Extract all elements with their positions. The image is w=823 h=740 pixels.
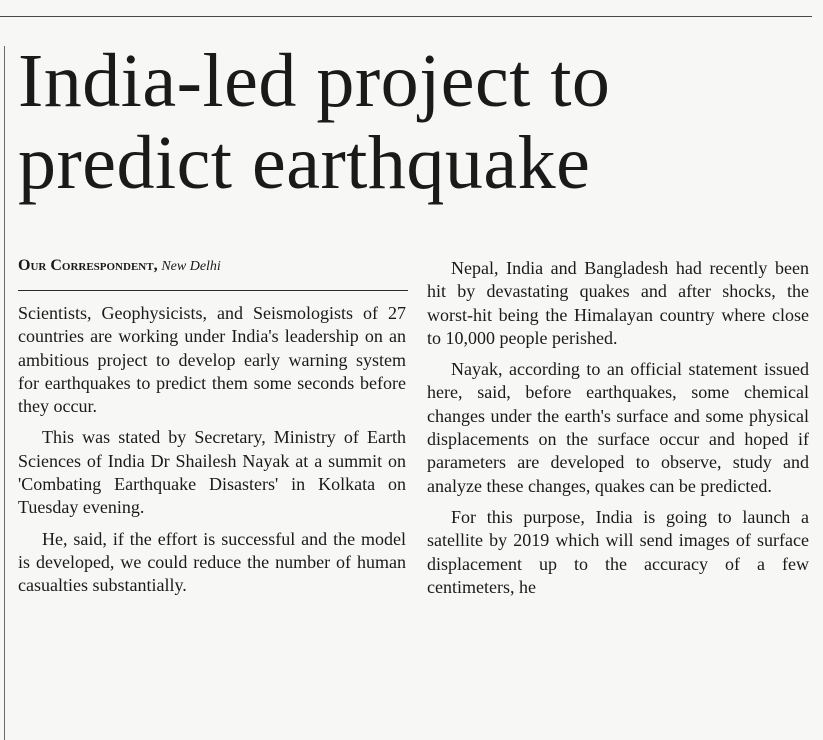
article-column-right (427, 257, 809, 607)
article-column-left (18, 302, 406, 606)
byline-name: Our Correspondent, (18, 257, 158, 274)
byline-rule (18, 290, 408, 291)
paragraph: This was stated by Secretary, Ministry of Earth Sciences of India Dr Shailesh Nayak at a summit on 'Combating Earthquake Disasters' in Kolkata on Tuesday evening. (18, 427, 406, 518)
paragraph: For this purpose, India is going to launch a satellite by 2019 which will send images of surface displacement up to the accuracy of a few centimeters, he (427, 506, 809, 597)
top-rule (0, 16, 812, 17)
byline (18, 256, 418, 277)
byline-place: New Delhi (161, 259, 221, 274)
left-column-rule (4, 46, 5, 740)
paragraph: Nayak, according to an official statement issued here, said, before earthquakes, some chemical changes under the earth's surface and some physical displacements on the surface occur and hoped if parameters are developed to observe, study and analyze these changes, quakes can be predicted. (427, 359, 809, 496)
paragraph: Nepal, India and Bangladesh had recently been hit by devastating quakes and after shocks, the worst-hit being the Himalayan country where close to 10,000 people perished. (427, 258, 809, 348)
headline: India-led project to predict earthquake (18, 39, 611, 205)
paragraph: He, said, if the effort is successful and the model is developed, we could reduce the number of human casualties substantially. (18, 528, 406, 596)
paragraph: Scientists, Geophysicists, and Seismologists of 27 countries are working under India's leadership on an ambitious project to develop early warning system for earthquakes to predict them some seconds before they occur. (18, 303, 406, 417)
